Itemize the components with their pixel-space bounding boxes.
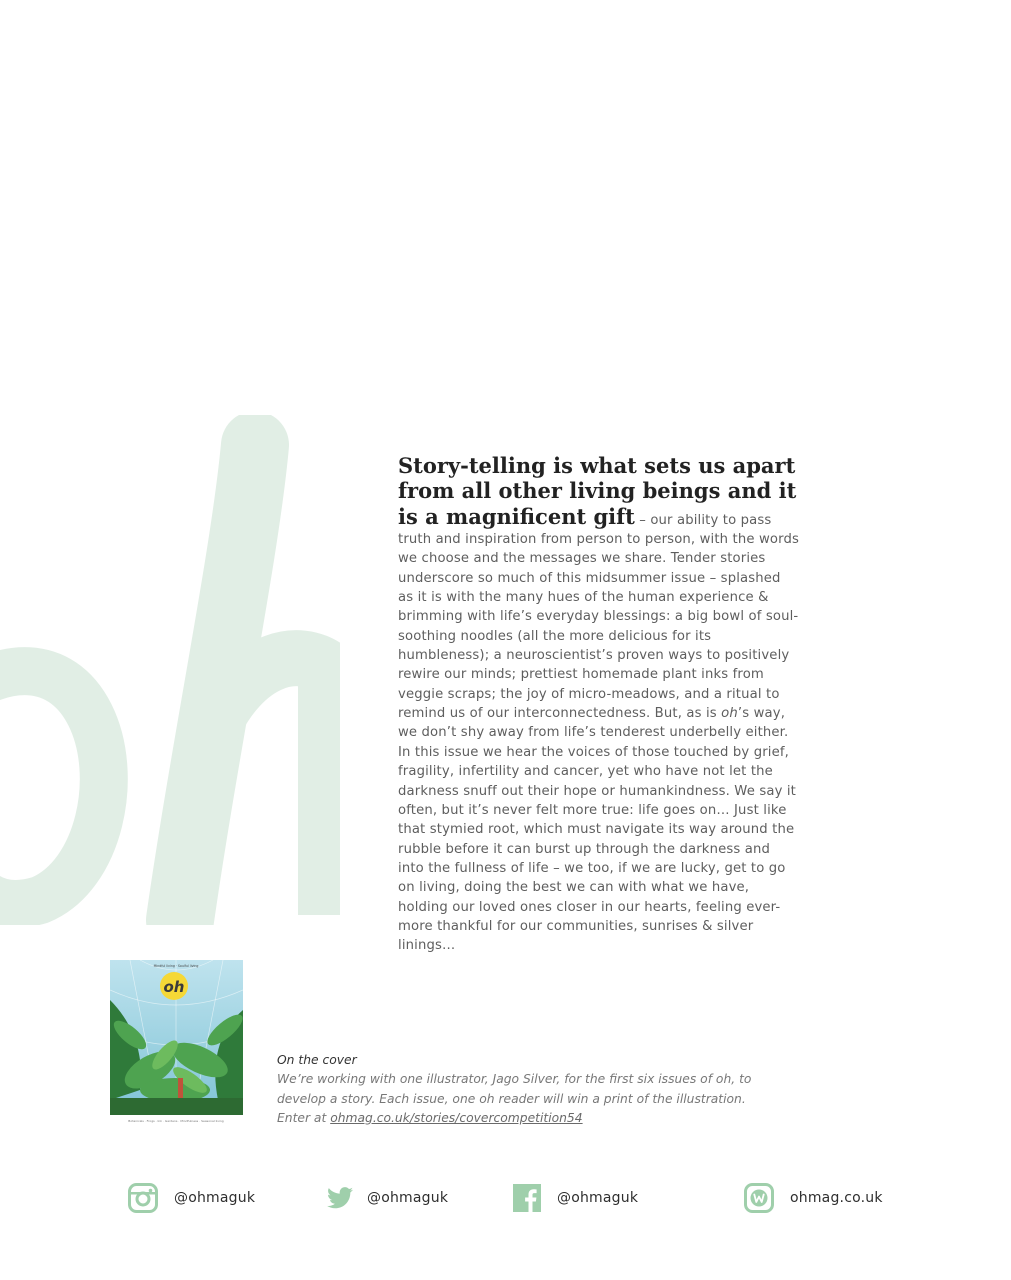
social-twitter[interactable]	[327, 1181, 448, 1215]
editorial-body: – our ability to pass truth and inspiration from person to person, with the words we choose and the messages we share. Tender stories underscore so much of this midsummer issue – splashed as it is with the many hues of the human experience & brimming with life’s everyday blessings: a big bowl of soul-soothing noodles (all the more delicious for its humbleness); a neuroscientist’s proven ways to positively rewire our minds; prettiest homemade plant inks from veggie scraps; the joy of micro-meadows, and a ritual to remind us of our interconnectedness. But, as is	[398, 512, 799, 722]
cover-caption	[277, 1051, 777, 1128]
cover-thumbnail	[110, 960, 243, 1126]
social-website[interactable]	[744, 1181, 883, 1215]
social-instagram[interactable]	[128, 1181, 255, 1215]
instagram-handle: @ohmaguk	[174, 1190, 256, 1206]
editorial-text	[398, 454, 800, 956]
editorial-body-continued: ’s way, we don’t shy away from life’s tenderest underbelly either. In this issue we hear the voices of those touched by grief, fragility, infertility and cancer, yet who have not let the darkness snuff out their hope or humankindness. We say it often, but it’s never felt more true: life goes on… Just like that stymied root, which must navigate its way around the rubble before it can burst up through the darkness and into the fullness of life – we too, if we are lucky, get to go on living, doing the best we can with what we have, holding our loved ones closer in our hearts, feeling ever-more thankful for our communities, sunrises & silver linings…	[398, 706, 797, 954]
cover-competition-link[interactable]: ohmag.co.uk/stories/covercompetition54	[330, 1110, 583, 1125]
oh-watermark	[0, 415, 340, 925]
cover-footer: Botanicals · Frogs · Ink · Gardens · Mindfulness · Seasonal living	[128, 1119, 224, 1123]
editorial-body-italic: oh	[721, 706, 738, 722]
instagram-icon	[128, 1183, 158, 1213]
twitter-icon	[327, 1187, 353, 1209]
cover-caption-title: On the cover	[277, 1053, 357, 1067]
facebook-handle: @ohmaguk	[557, 1190, 639, 1206]
cover-caption-text: We’re working with one illustrator, Jago Silver, for the first six issues of oh, to develop a story. Each issue, one oh reader will win a print of the illustration. Enter at	[277, 1072, 752, 1125]
cover-logo: oh	[163, 978, 185, 996]
web-icon	[744, 1183, 774, 1213]
facebook-icon	[513, 1184, 541, 1212]
editorial-lead: Story-telling is what sets us apart from all other living beings and it is a magnificent gift	[398, 453, 797, 529]
twitter-handle: @ohmaguk	[367, 1190, 449, 1206]
cover-header: Mindful living · Soulful living	[153, 964, 199, 968]
social-facebook[interactable]	[513, 1181, 638, 1215]
website-handle: ohmag.co.uk	[790, 1190, 883, 1206]
